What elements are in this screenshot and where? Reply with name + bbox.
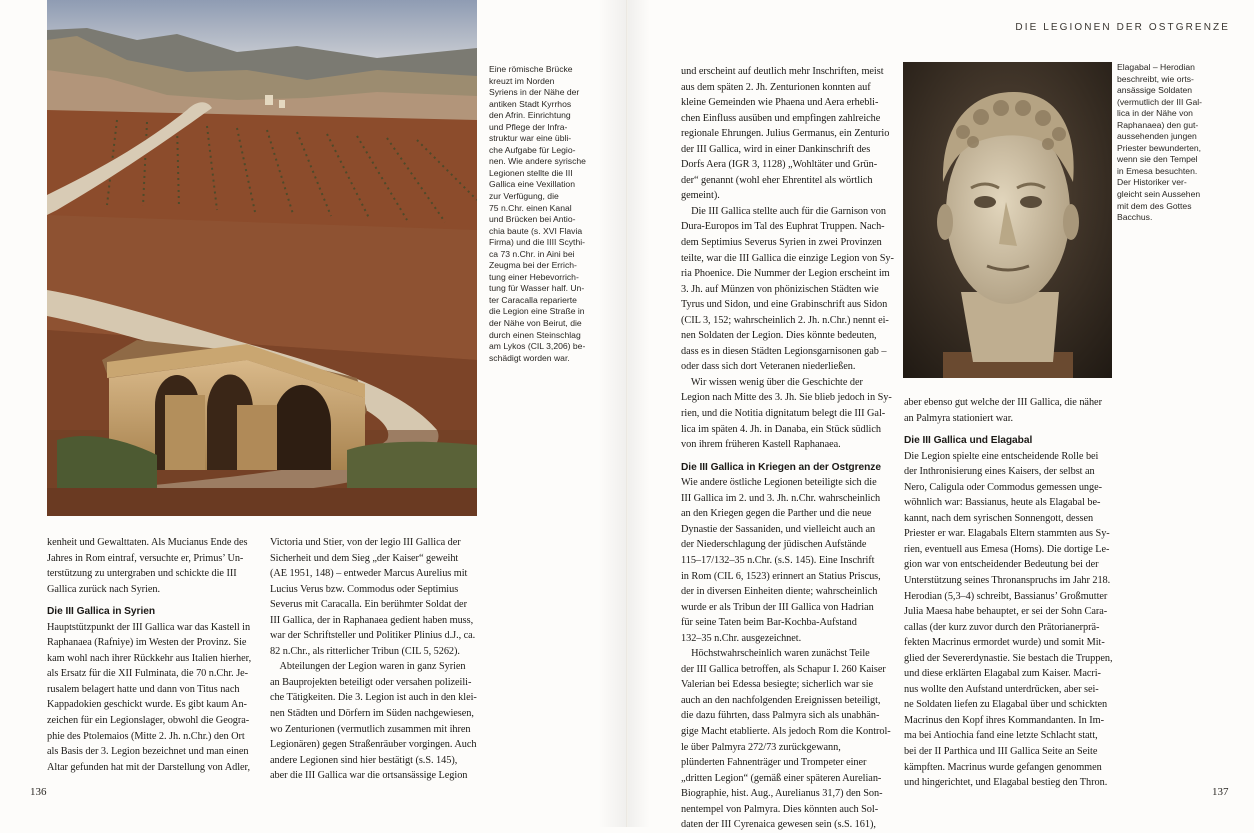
text-line: für seine Taten beim Bar-Kochba-Aufstand <box>681 617 857 629</box>
text-line: Tyrus und Sidon, und eine Grabinschrift aus Sidon <box>681 299 888 311</box>
caption-line: tung für Wasser half. Un- <box>489 283 585 294</box>
text-line: Unterstützung seines Thronanspruchs im Jahr 218. <box>904 575 1111 587</box>
text-line: Höchstwahrscheinlich waren zunächst Teile <box>681 648 870 660</box>
text-line: kannt, nach dem syrischen Sonnengott, dessen <box>904 512 1094 524</box>
text-line: glied der Severerdynastie. Sie bestach die Truppen, <box>904 652 1113 664</box>
text-line: plünderten Fahnenträger und Trompeter einer <box>681 757 867 769</box>
caption-line: Elagabal – Herodian <box>1117 62 1195 72</box>
caption-line: kreuzt im Norden <box>489 75 555 86</box>
text-line: dass es in diesen Städten Legionsgarnisonen gab – <box>681 345 887 357</box>
text-line: aus dem späten 2. Jh. Zenturionen konnten auf <box>681 81 871 93</box>
caption-line: ansässige Soldaten <box>1117 85 1193 96</box>
bridge-photo <box>47 0 477 516</box>
page-number-left: 136 <box>30 786 47 798</box>
text-line: Hauptstützpunkt der III Gallica war das Kastell in <box>47 621 251 633</box>
section-heading: Die III Gallica in Syrien <box>47 606 156 618</box>
text-line: Gallica zurück nach Syrien. <box>47 583 161 595</box>
text-line: gige Macht etablierte. Als jedoch Rom die Kontrol- <box>681 725 891 737</box>
caption-line: struktur war eine übli- <box>489 133 572 144</box>
caption-line: beschreibt, wie orts- <box>1117 73 1194 84</box>
text-line: wo Zenturionen (vermutlich zusammen mit ihren <box>270 723 471 735</box>
text-line: und diese erklärten Elagabal zum Kaiser. Macri- <box>904 668 1101 680</box>
caption-line: 75 n.Chr. einen Kanal <box>489 202 572 213</box>
text-line: Herodian (5,3–4) schreibt, Bassianus’ Großmutter <box>904 590 1108 602</box>
text-line: Kappadokien geschickt wurde. Es gibt kaum An- <box>47 699 247 711</box>
text-line: Die Legion spielte eine entscheidende Rolle bei <box>904 450 1099 462</box>
caption-line: Eine römische Brücke <box>489 64 573 74</box>
text-line: der in diversen Einheiten diente; wahrscheinlich <box>681 586 878 598</box>
elagabal-bust-photo <box>903 62 1112 378</box>
text-line: Sicherheit und dem Sieg „der Kaiser“ geweiht <box>270 552 459 564</box>
text-line: Jahres in Rom eintraf, versuchte er, Primus’ Un- <box>47 552 244 564</box>
text-column-left-a <box>47 535 254 775</box>
caption-line: Syriens in der Nähe der <box>489 87 580 98</box>
text-line: nen Städten und Dörfern im Süden nachgewiesen, <box>270 708 474 720</box>
caption-line: ter Caracalla reparierte <box>489 294 577 305</box>
caption-line: ca 73 n.Chr. in Aini bei <box>489 248 575 259</box>
text-line: Severus mit Caracalla. Ein berühmter Soldat der <box>270 599 467 611</box>
text-line: gemeint). <box>681 190 720 202</box>
text-line: fekten Macrinus ermordet wurde) und somit Mit- <box>904 637 1105 649</box>
caption-line: Bacchus. <box>1117 212 1153 223</box>
text-line: der Niederschlagung der jüdischen Aufstände <box>681 539 867 551</box>
text-line: und erscheint auf deutlich mehr Inschriften, meist <box>681 66 884 77</box>
caption-line: Gallica eine Vexillation <box>489 179 575 190</box>
text-line: der“ genannt (wohl eher Ehrentitel als wörtlich <box>681 174 873 186</box>
text-line: an Bauprojekten beteiligt oder versahen polizeili- <box>270 676 472 688</box>
text-line: teilte, war die III Gallica die einzige Legion von Sy- <box>681 252 894 264</box>
running-head: DIE LEGIONEN DER OSTGRENZE <box>1015 22 1230 33</box>
text-line: (CIL 3, 152; wahrscheinlich 2. Jh. n.Chr.) nennt ei- <box>681 314 889 326</box>
text-line: le über Palmyra 272/73 zurückgewann, <box>681 741 841 753</box>
caption-line: und Pflege der Infra- <box>489 121 568 132</box>
caption-line: (vermutlich der III Gal- <box>1117 96 1203 107</box>
caption-line: Raphanaea) den gut- <box>1117 119 1199 130</box>
text-line: bei der II Parthica und III Gallica Seite an Seite <box>904 746 1098 758</box>
text-line: Lucius Verus bzw. Commodus oder Septimius <box>270 583 459 595</box>
text-line: Valerian bei Edessa besiegte; sicherlich war sie <box>681 679 874 691</box>
text-line: kämpften. Macrinus wurde gefangen genommen <box>904 761 1102 773</box>
caption-line: durch einen Steinschlag <box>489 329 581 340</box>
text-line: wöhnlich war: Bassianus, heute als Elagabal be- <box>904 497 1101 509</box>
page-number-right: 137 <box>1212 786 1229 798</box>
caption-line: schädigt worden war. <box>489 352 570 363</box>
text-line: III Gallica im 2. und 3. Jh. n.Chr. wahrscheinlich <box>681 492 881 504</box>
caption-line: nen. Wie andere syrische <box>489 156 586 167</box>
text-line: der III Gallica, wird in einer Dankinschrift des <box>681 143 871 155</box>
text-line: war der Schriftsteller und Politiker Plinius d.J., ca. <box>270 630 476 642</box>
caption-line: Legionen stellte die III <box>489 167 573 178</box>
text-line: auch an den nachfolgenden Ereignissen beteiligt, <box>681 694 881 706</box>
text-line: Nero, Caligula oder Commodus gemessen unge- <box>904 481 1103 493</box>
paragraph-gap <box>904 426 1112 433</box>
paragraph-gap <box>47 597 254 604</box>
text-column-left-b <box>270 535 477 784</box>
caption-line: zur Verfügung, die <box>489 191 559 202</box>
caption-line: der Nähe von Beirut, die <box>489 318 582 329</box>
caption-line: Priester bewunderten, <box>1117 142 1202 153</box>
text-line: Dynastie der Sassaniden, und vielleicht auch an <box>681 523 876 535</box>
caption-line: in Emesa besuchten. <box>1117 165 1198 176</box>
text-line: 3. Jh. auf Münzen von phönizischen Städten wie <box>681 283 879 295</box>
text-line: gion war von entscheidender Bedeutung bei der <box>904 559 1099 571</box>
text-line: kenheit und Gewalttaten. Als Mucianus Ende des <box>47 537 248 548</box>
text-line: Priester er war. Elagabals Eltern stammten aus Sy- <box>904 528 1110 540</box>
text-line: Abteilungen der Legion waren in ganz Syrien <box>270 661 466 673</box>
caption-line: che Aufgabe für Legio- <box>489 144 576 155</box>
caption-line: chia baute (s. XVI Flavia <box>489 225 583 236</box>
text-line: ne Soldaten liefen zu Elagabal über und schickten <box>904 699 1108 711</box>
caption-line: Firma) und die IIII Scythi- <box>489 237 585 248</box>
caption-line: die Legion eine Straße in <box>489 306 585 317</box>
bridge-caption <box>489 64 586 364</box>
caption-line: tung einer Hebevorrich- <box>489 271 579 282</box>
caption-line: antiken Stadt Kyrrhos <box>489 98 572 109</box>
text-line: rien, und die Notitia dignitatum belegt die III Gal- <box>681 408 886 420</box>
text-line: Victoria und Stier, von der legio III Gallica der <box>270 537 461 548</box>
text-line: (AE 1951, 148) – entweder Marcus Aurelius mit <box>270 568 468 580</box>
text-line: kleine Gemeinden wie Phaena und Aera erhebli- <box>681 97 879 109</box>
elagabal-caption <box>1117 62 1202 224</box>
text-line: wurde er als Tribun der III Gallica von Hadrian <box>681 601 874 613</box>
text-line: andere Legionen sind hier bestätigt (s.S. 145), <box>270 754 458 766</box>
caption-line: Zeugma bei der Errich- <box>489 260 577 271</box>
text-line: chen Einfluss ausüben und empfingen zahlreiche <box>681 112 881 124</box>
text-line: callas (der kurz zuvor durch den Prätorianerprä- <box>904 621 1100 633</box>
text-line: kam wohl nach ihrer Rückkehr aus Italien hierher, <box>47 652 252 664</box>
text-line: 82 n.Chr., als ritterlicher Tribun (CIL 5, 5262). <box>270 645 460 657</box>
text-line: 132–35 n.Chr. ausgezeichnet. <box>681 632 802 644</box>
text-column-right-a <box>681 64 894 833</box>
page-gutter-shadow-left <box>598 0 626 827</box>
text-line: rusalem belagert hatte und dann von Titus nach <box>47 683 240 695</box>
section-heading: Die III Gallica und Elagabal <box>904 435 1033 447</box>
text-line: Wie andere östliche Legionen beteiligte sich die <box>681 477 877 489</box>
caption-line: gleicht sein Aussehen <box>1117 189 1201 200</box>
text-line: che Tätigkeiten. Die 3. Legion ist auch in den klei- <box>270 692 477 704</box>
text-line: Biographie, hist. Aug., Aurelianus 31,7) den Son- <box>681 788 883 800</box>
text-line: Dura-Europos im Tal des Euphrat Truppen. Nach- <box>681 221 885 233</box>
text-line: in Rom (CIL 6, 1523) erinnert an Statius Priscus, <box>681 570 881 582</box>
text-line: Macrinus den Kopf ihres Kommandanten. In Im- <box>904 714 1104 726</box>
caption-line: Der Historiker ver- <box>1117 177 1187 188</box>
text-line: Legionären) gegen Straßenräuber vorgingen. Auch <box>270 739 477 751</box>
text-line: phie des Ptolemaios (Mitte 2. Jh. n.Chr.) den Ort <box>47 730 245 742</box>
text-line: von ihrem früheren Kastell Raphanaea. <box>681 439 841 451</box>
text-line: aber ebenso gut welche der III Gallica, die näher <box>904 397 1102 408</box>
caption-line: und Brücken bei Antio- <box>489 214 576 225</box>
text-line: aber die III Gallica war die ortsansässige Legion <box>270 770 468 782</box>
text-line: terstützung zu untergraben und schickte die III <box>47 568 237 580</box>
text-line: an den Kriegen gegen die Parther und die neue <box>681 508 872 520</box>
text-line: Legion nach Mitte des 3. Jh. Sie blieb jedoch in Sy- <box>681 392 892 404</box>
text-line: „dritten Legion“ (gemäß einer späteren Aurelian- <box>681 772 882 784</box>
caption-line: wenn sie den Tempel <box>1117 154 1198 165</box>
text-line: nen Soldaten der Legion. Dies könnte bedeuten, <box>681 330 877 342</box>
text-line: Julia Maesa habe behauptet, er sei der Sohn Cara- <box>904 606 1108 618</box>
caption-line: lica in der Nähe von <box>1117 108 1193 119</box>
text-line: daten der III Cyrenaica gewesen sein (s.S. 161), <box>681 819 876 831</box>
text-line: ria Phoenice. Die Nummer der Legion erscheint im <box>681 268 890 280</box>
text-line: oder dass sich dort Veteranen niederließen. <box>681 361 856 373</box>
text-column-right-b <box>904 395 1112 791</box>
text-line: dem Septimius Severus Syrien in zwei Provinzen <box>681 237 882 249</box>
text-line: Raphanaea (Rafniye) im Westen der Provinz. Sie <box>47 637 247 649</box>
text-line: der III Gallica betroffen, als Schapur I. 260 Kaiser <box>681 663 886 675</box>
text-line: Wir wissen wenig über die Geschichte der <box>681 376 863 388</box>
text-line: nus wollte den Aufstand unterdrücken, aber sei- <box>904 683 1099 695</box>
caption-line: mit dem des Gottes <box>1117 200 1192 211</box>
text-line: 115–17/132–35 n.Chr. (s.S. 145). Eine Inschrift <box>681 554 875 566</box>
section-heading: Die III Gallica in Kriegen an der Ostgrenze <box>681 461 881 473</box>
caption-line: den Afrin. Einrichtung <box>489 110 571 121</box>
text-line: III Gallica, der in Raphanaea gedient haben muss, <box>270 614 474 626</box>
text-line: regionale Ehrungen. Julius Germanus, ein Zenturio <box>681 128 890 140</box>
page-gutter-shadow-right <box>628 0 650 827</box>
text-line: lica im späten 4. Jh. in Danaba, ein Stück südlich <box>681 423 881 435</box>
text-line: Die III Gallica stellte auch für die Garnison von <box>681 205 886 217</box>
text-line: nentempel von Palmyra. Dies könnten auch Sol- <box>681 803 879 815</box>
text-line: an Palmyra stationiert war. <box>904 412 1014 424</box>
text-line: Altar gefunden hat mit der Darstellung von Adler, <box>47 761 251 773</box>
text-line: der Inthronisierung eines Kaisers, der selbst an <box>904 466 1095 478</box>
text-line: rien, eventuell aus Emesa (Homs). Die dortige Le- <box>904 543 1110 555</box>
text-line: Dorfs Aera (IGR 3, 1128) „Wohltäter und Grün- <box>681 159 878 171</box>
caption-line: am Lykos (CIL 3,206) be- <box>489 341 586 352</box>
text-line: als Ersatz für die XII Fulminata, die 70 n.Chr. Je- <box>47 668 249 680</box>
paragraph-gap <box>681 453 889 460</box>
text-line: zeichen für ein Legionslager, obwohl die Geogra- <box>47 715 250 727</box>
text-line: ma bei Antiochia fand eine letzte Schlacht statt, <box>904 730 1098 742</box>
caption-line: aussehenden jungen <box>1117 131 1197 142</box>
text-line: als Basis der 3. Legion bezeichnet und man einen <box>47 746 249 758</box>
text-line: und hingerichtet, und Elagabal bestieg den Thron. <box>904 777 1108 789</box>
text-line: die dazu führten, dass Palmyra sich als unabhän- <box>681 710 880 722</box>
